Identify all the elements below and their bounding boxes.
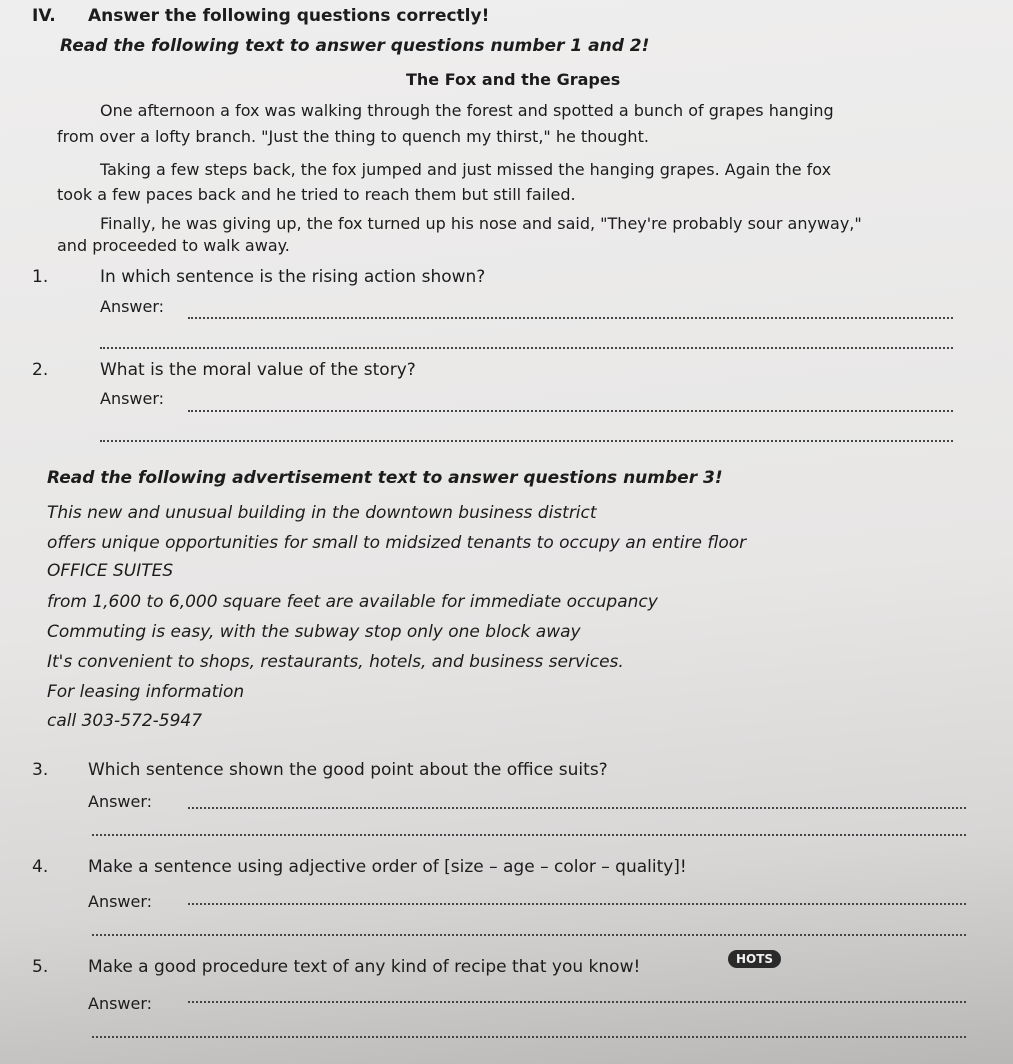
question-number: 3.	[32, 760, 49, 780]
answer-line[interactable]	[188, 807, 966, 809]
hots-badge: HOTS	[728, 950, 781, 968]
ad-line: offers unique opportunities for small to midsized tenants to occupy an entire floor	[47, 533, 747, 553]
question-text: Make a sentence using adjective order of [size – age – color – quality]!	[88, 857, 687, 877]
answer-label: Answer:	[88, 994, 153, 1013]
story-line: Taking a few steps back, the fox jumped and just missed the hanging grapes. Again the fox	[100, 160, 832, 179]
story-line: took a few paces back and he tried to reach them but still failed.	[57, 185, 576, 204]
story-title: The Fox and the Grapes	[406, 70, 621, 89]
question-text: What is the moral value of the story?	[100, 360, 416, 380]
ad-line: from 1,600 to 6,000 square feet are available for immediate occupancy	[47, 592, 658, 612]
question-text: Make a good procedure text of any kind of recipe that you know!	[88, 957, 641, 977]
answer-line[interactable]	[188, 903, 966, 905]
answer-label: Answer:	[100, 389, 165, 408]
section-number: IV.	[32, 6, 56, 26]
question-number: 2.	[32, 360, 49, 380]
ad-line: Commuting is easy, with the subway stop only one block away	[47, 622, 581, 642]
instruction-advertisement: Read the following advertisement text to answer questions number 3!	[47, 468, 723, 488]
answer-line[interactable]	[100, 440, 953, 442]
answer-line[interactable]	[100, 347, 953, 349]
instruction-story: Read the following text to answer questions number 1 and 2!	[60, 36, 650, 56]
story-line: Finally, he was giving up, the fox turned up his nose and said, "They're probably sour anyway,"	[100, 214, 862, 233]
ad-line: call 303-572-5947	[47, 711, 203, 731]
question-number: 4.	[32, 857, 49, 877]
answer-line[interactable]	[92, 934, 966, 936]
story-line: from over a lofty branch. "Just the thing to quench my thirst," he thought.	[57, 127, 649, 146]
answer-label: Answer:	[100, 297, 165, 316]
ad-line: This new and unusual building in the downtown business district	[47, 503, 597, 523]
answer-line[interactable]	[188, 410, 953, 412]
answer-line[interactable]	[92, 1036, 966, 1038]
story-line: One afternoon a fox was walking through the forest and spotted a bunch of grapes hanging	[100, 101, 834, 120]
answer-label: Answer:	[88, 792, 153, 811]
story-line: and proceeded to walk away.	[57, 236, 290, 255]
question-text: Which sentence shown the good point about the office suits?	[88, 760, 608, 780]
ad-line: It's convenient to shops, restaurants, hotels, and business services.	[47, 652, 624, 672]
ad-line: OFFICE SUITES	[47, 561, 174, 581]
answer-line[interactable]	[92, 834, 966, 836]
answer-label: Answer:	[88, 892, 153, 911]
question-text: In which sentence is the rising action shown?	[100, 267, 486, 287]
answer-line[interactable]	[188, 1001, 966, 1003]
section-title: Answer the following questions correctly!	[88, 6, 490, 26]
ad-line: For leasing information	[47, 682, 245, 702]
question-number: 1.	[32, 267, 49, 287]
question-number: 5.	[32, 957, 49, 977]
answer-line[interactable]	[188, 317, 953, 319]
